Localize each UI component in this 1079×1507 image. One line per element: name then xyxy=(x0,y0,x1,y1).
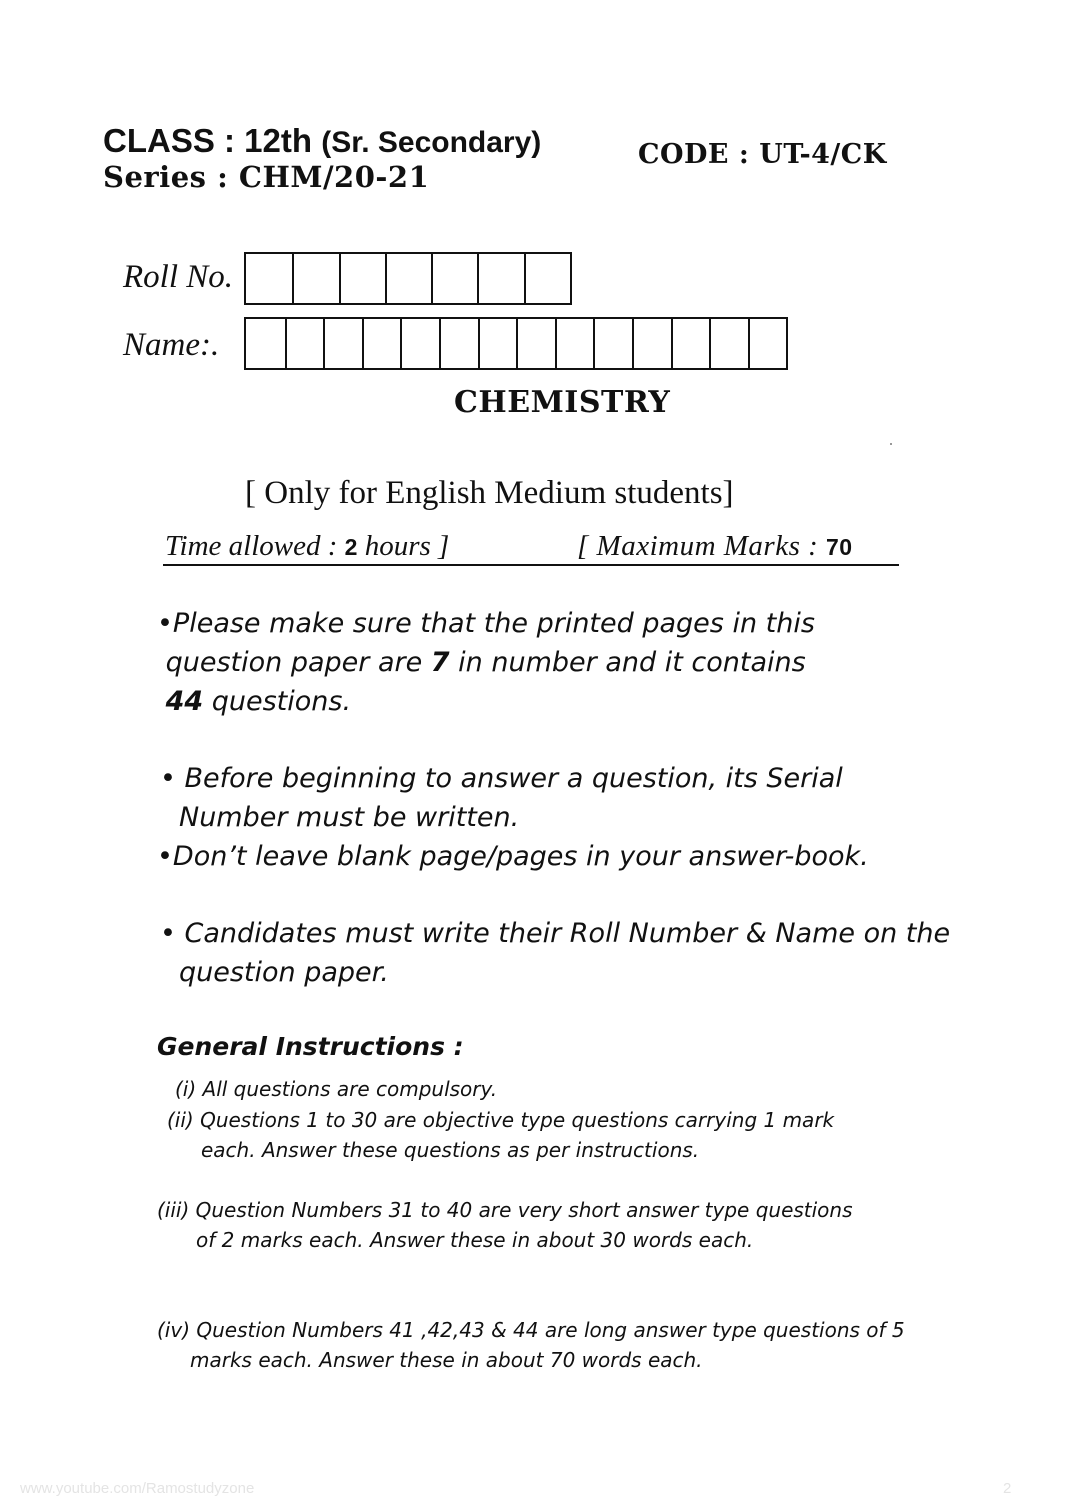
instruction-item xyxy=(157,1195,853,1255)
watermark: www.youtube.com/Ramostudyzone xyxy=(20,1480,255,1497)
page-count: 7 xyxy=(430,647,450,678)
name-box[interactable] xyxy=(246,319,285,368)
name-box[interactable] xyxy=(555,319,594,368)
note-line: • Candidates must write their Roll Number & Name on the xyxy=(160,918,951,949)
note-text: question paper are xyxy=(165,647,431,678)
roll-no-box[interactable] xyxy=(431,254,477,303)
name-box[interactable] xyxy=(593,319,632,368)
name-box[interactable] xyxy=(439,319,478,368)
roll-no-box[interactable] xyxy=(385,254,431,303)
note-line xyxy=(157,643,815,682)
series-label: Series : CHM/20-21 xyxy=(103,160,430,194)
time-allowed-value: 2 xyxy=(344,534,358,560)
instruction-line: of 2 marks each. Answer these in about 30 words each. xyxy=(196,1228,754,1252)
page-number: 2 xyxy=(1003,1480,1012,1497)
note-line: • Before beginning to answer a question, its Serial xyxy=(160,763,843,794)
note-line xyxy=(157,682,815,721)
name-box[interactable] xyxy=(516,319,555,368)
maximum-marks-value: 70 xyxy=(826,534,853,560)
name-box[interactable] xyxy=(748,319,787,368)
instruction-line: (ii) Questions 1 to 30 are objective type questions carrying 1 mark xyxy=(167,1108,835,1132)
scan-speck xyxy=(890,443,892,445)
note-printed-pages xyxy=(157,604,815,721)
general-instructions-title: General Instructions : xyxy=(157,1032,464,1061)
roll-no-box[interactable] xyxy=(246,254,292,303)
class-heading xyxy=(103,122,541,160)
maximum-marks-prefix: [ Maximum Marks : xyxy=(577,530,827,562)
name-label: Name:. xyxy=(123,327,220,363)
roll-no-box[interactable] xyxy=(339,254,385,303)
name-box[interactable] xyxy=(285,319,324,368)
note-line: question paper. xyxy=(179,957,389,988)
name-box[interactable] xyxy=(671,319,710,368)
time-allowed-suffix: hours ] xyxy=(357,530,450,562)
name-box[interactable] xyxy=(632,319,671,368)
instruction-item: (i) All questions are compulsory. xyxy=(175,1077,498,1101)
roll-no-box[interactable] xyxy=(524,254,570,303)
note-line: Number must be written. xyxy=(179,802,520,833)
class-label: CLASS : 12th xyxy=(103,122,313,159)
note-roll-and-name xyxy=(160,914,950,992)
instruction-line: (iii) Question Numbers 31 to 40 are very short answer type questions xyxy=(157,1198,853,1222)
name-box[interactable] xyxy=(478,319,517,368)
note-line: •Please make sure that the printed pages in this xyxy=(157,608,815,639)
note-text: questions. xyxy=(203,686,352,717)
question-count: 44 xyxy=(165,686,204,717)
time-allowed xyxy=(165,530,449,563)
time-marks-row xyxy=(163,530,899,566)
name-boxes xyxy=(244,317,788,370)
class-sub-label: (Sr. Secondary) xyxy=(321,126,542,159)
roll-no-box[interactable] xyxy=(292,254,338,303)
note-text: in number and it contains xyxy=(449,647,806,678)
instruction-item xyxy=(167,1105,834,1165)
roll-no-label: Roll No. xyxy=(123,259,234,295)
note-serial-number xyxy=(160,759,843,837)
instruction-item xyxy=(157,1315,905,1375)
note-blank-pages: •Don’t leave blank page/pages in your answer-book. xyxy=(157,841,869,872)
name-box[interactable] xyxy=(323,319,362,368)
instruction-line: each. Answer these questions as per instructions. xyxy=(201,1138,700,1162)
name-box[interactable] xyxy=(709,319,748,368)
roll-no-box[interactable] xyxy=(477,254,523,303)
paper-code: CODE : UT-4/CK xyxy=(638,139,887,170)
instruction-line: marks each. Answer these in about 70 words each. xyxy=(190,1348,703,1372)
roll-no-boxes xyxy=(244,252,572,305)
maximum-marks xyxy=(577,530,853,563)
medium-note: [ Only for English Medium students] xyxy=(245,475,734,511)
name-box[interactable] xyxy=(362,319,401,368)
time-allowed-prefix: Time allowed : xyxy=(165,530,345,562)
subject-title: CHEMISTRY xyxy=(454,385,671,420)
name-box[interactable] xyxy=(400,319,439,368)
instruction-line: (iv) Question Numbers 41 ,42,43 & 44 are long answer type questions of 5 xyxy=(157,1318,905,1342)
